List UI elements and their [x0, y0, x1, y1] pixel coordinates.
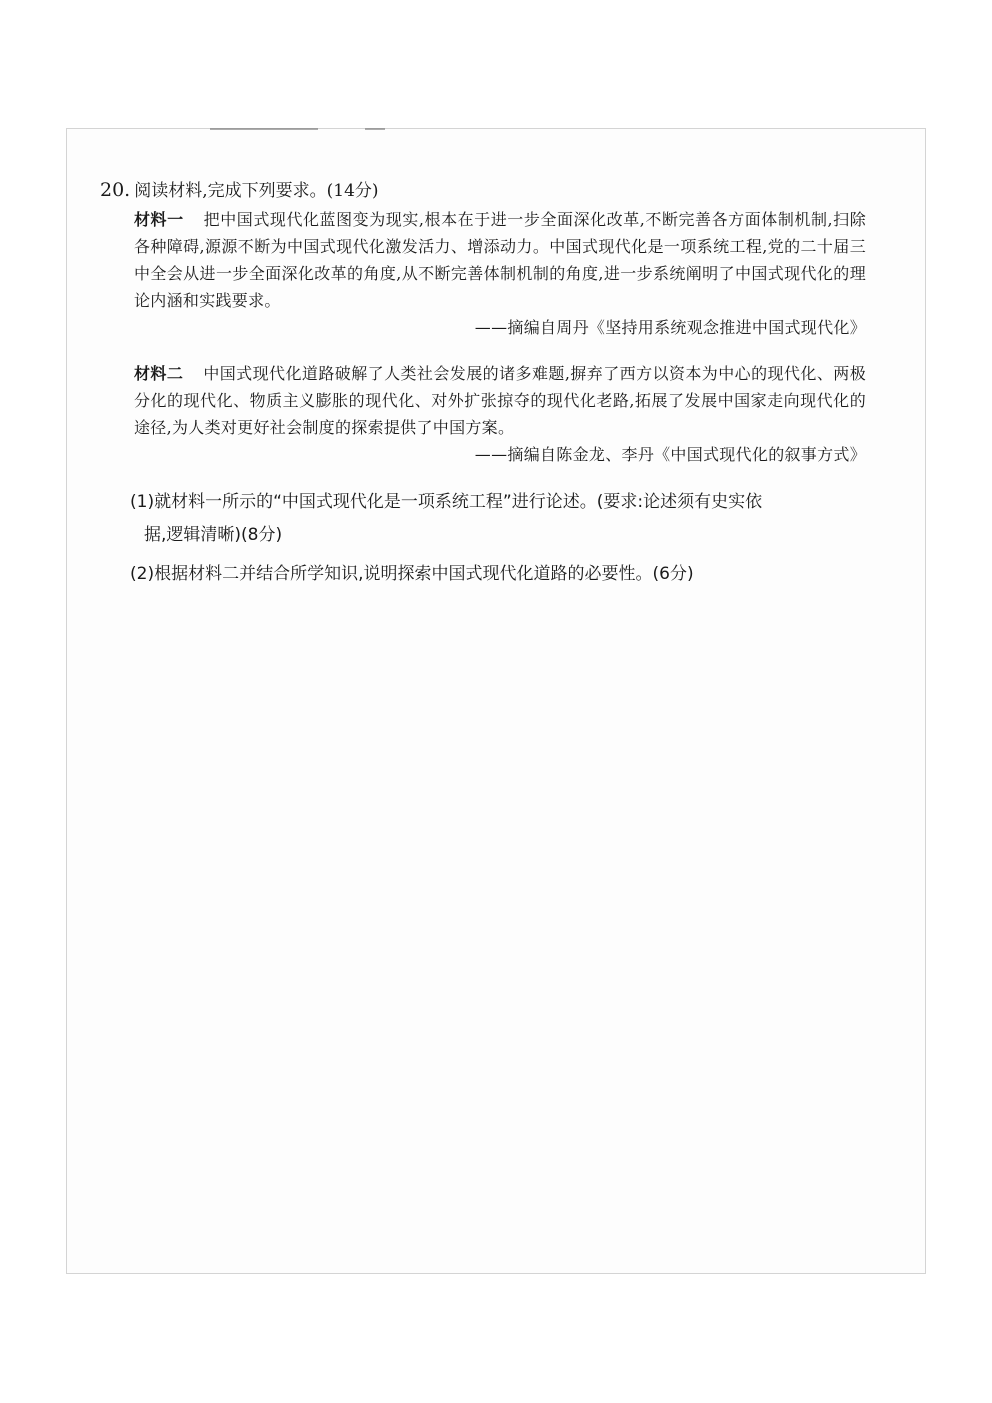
material-two [134, 360, 866, 468]
material-one-text: 把中国式现代化蓝图变为现实,根本在于进一步全面深化改革,不断完善各方面体制机制,扫除各种障碍,源源不断为中国式现代化激发活力、增添动力。中国式现代化是一项系统工程,党的二十届三中全会从进一步全面深化改革的角度,从不断完善体制机制的角度,进一步系统阐明了中国式现代化的理论内涵和实践要求。 [134, 210, 866, 310]
material-two-text: 中国式现代化道路破解了人类社会发展的诸多难题,摒弃了西方以资本为中心的现代化、两极分化的现代化、物质主义膨胀的现代化、对外扩张掠夺的现代化老路,拓展了发展中国家走向现代化的途径,为人类对更好社会制度的探索提供了中国方案。 [134, 364, 867, 437]
sub-question-2 [130, 558, 880, 591]
scan-artifact-line [210, 128, 318, 130]
sub-question-1-text: 就材料一所示的“中国式现代化是一项系统工程”进行论述。(要求:论述须有史实依 [154, 492, 763, 512]
sub-question-2-text: 根据材料二并结合所学知识,说明探索中国式现代化道路的必要性。(6分) [154, 564, 694, 584]
sub-question-2-number: (2) [130, 564, 155, 584]
question-prompt: 阅读材料,完成下列要求。(14分) [134, 181, 379, 201]
question-header [100, 176, 379, 201]
material-two-label: 材料二 [134, 364, 184, 383]
material-one-label: 材料一 [134, 210, 184, 229]
question-number: 20. [100, 179, 131, 201]
sub-question-1-number: (1) [130, 492, 155, 512]
material-two-source: ——摘编自陈金龙、李丹《中国式现代化的叙事方式》 [474, 445, 866, 464]
material-one-source: ——摘编自周丹《坚持用系统观念推进中国式现代化》 [474, 318, 866, 337]
sub-question-1-continuation: 据,逻辑清晰)(8分) [144, 525, 283, 545]
sub-question-1 [130, 486, 880, 552]
scan-artifact-line [365, 128, 385, 130]
material-one [134, 206, 866, 341]
